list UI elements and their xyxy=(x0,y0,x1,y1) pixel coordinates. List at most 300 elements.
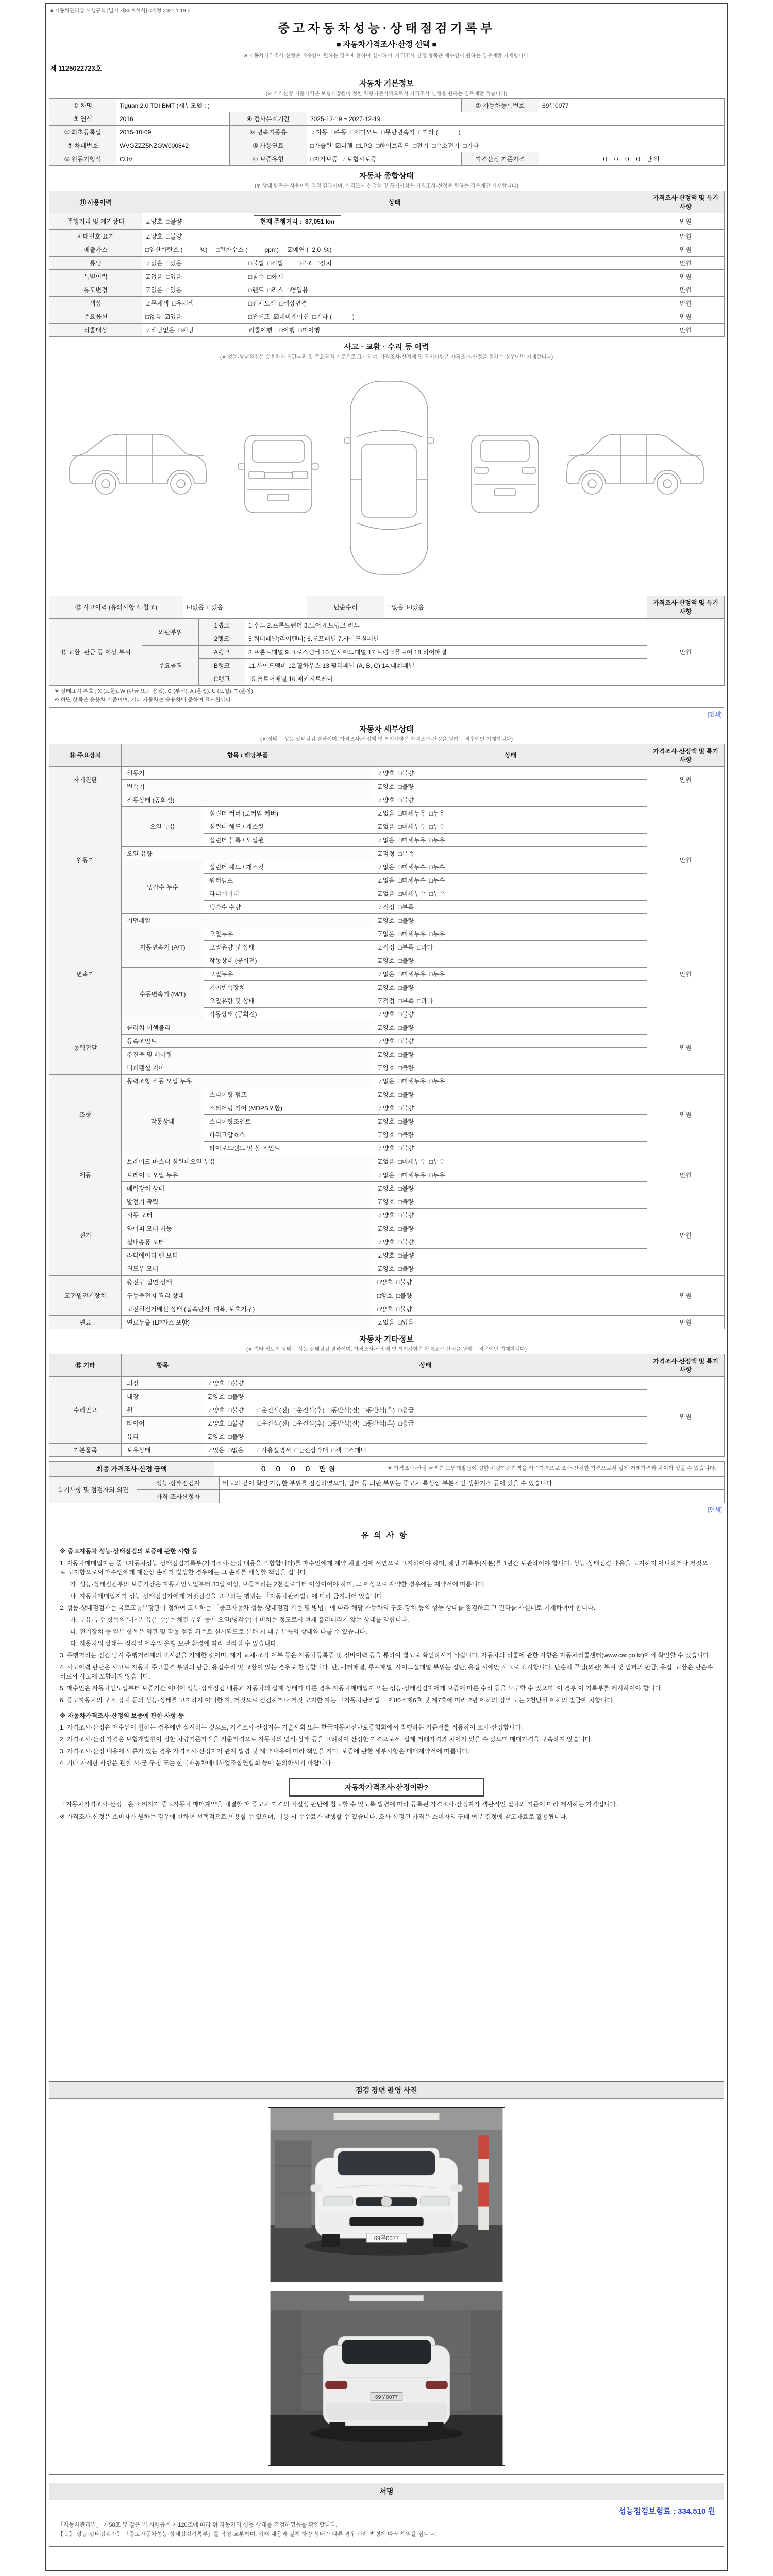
cell-chk: □전체도색 □색상변경 xyxy=(245,297,647,310)
cell-price: 만원 xyxy=(647,1275,725,1315)
cell-chk: □양호 □불량 xyxy=(374,1289,647,1302)
cell-item: 외장 xyxy=(122,1376,204,1389)
cell-chk xyxy=(245,230,647,243)
cell-chk: ☑없음 □미세누유 □누유 xyxy=(374,1168,647,1181)
cell-chk: ☑자동 □수동 □세미오토 □무단변속기 □기타 ( ) xyxy=(307,126,725,139)
cell-chk: □양호 □불량 xyxy=(374,1302,647,1315)
cell-val xyxy=(220,1489,725,1503)
detail-condition-table xyxy=(49,744,725,1329)
cell-item: 내장 xyxy=(122,1389,204,1403)
cell-lab: ⑫ 사고이력 (유의사항 4. 참조) xyxy=(49,596,183,618)
cell-chk: ☑양호 □불량 xyxy=(374,1208,647,1222)
cell-chk: ☑양호 □불량 xyxy=(374,1114,647,1128)
cell-price: 만원 xyxy=(647,283,725,297)
section-title-comprehensive: 자동차 종합상태 xyxy=(359,172,414,180)
print-link-2[interactable]: [인쇄] xyxy=(708,1506,722,1513)
cell-chk: ☑없음 □있음 xyxy=(183,596,307,618)
cell-lab: ① 차명 xyxy=(49,99,116,112)
cell-chk: ☑양호 □불량 xyxy=(374,1007,647,1021)
cell-item: 보유상태 xyxy=(122,1443,204,1456)
cell-lab: 성능·상태점검자 xyxy=(137,1476,220,1489)
cell-item2: 워터펌프 xyxy=(204,873,374,887)
cell-lab: 배출가스 xyxy=(49,243,142,257)
signature-box-title: 서명 xyxy=(49,2483,724,2500)
cell-chk: □가솔린 ☑디젤 □LPG □하이브리드 □전기 □수소전기 □기타 xyxy=(307,139,725,152)
cell-item: 클러치 어셈블리 xyxy=(122,1021,374,1034)
cell-chk: ☑양호 □불량 xyxy=(374,1181,647,1195)
cell-chk: ☑양호 □불량 xyxy=(374,1235,647,1248)
cell-chk: ☑양호 □불량 □운전석(전) □운전석(후) □동반석(전) □동반석(후) □응급 xyxy=(204,1416,647,1430)
cell-chk: ☑없음 □미세누유 □누유 xyxy=(374,806,647,820)
cell-group: 원동기 xyxy=(49,793,122,927)
cell-chk: ☑양호 □불량 xyxy=(374,1061,647,1074)
cell-chk: ☑양호 □불량 xyxy=(374,779,647,793)
final-price-table-mount xyxy=(49,1461,724,1476)
cell-lab: ⑦ 차대번호 xyxy=(49,139,116,152)
cell-lab: 주요옵션 xyxy=(49,310,142,324)
basic-info-table-mount xyxy=(49,98,724,166)
cell-item2: 오일유량 및 상태 xyxy=(204,994,374,1007)
text-line: 가. 누유·누수 항목의 '미세누유(누수)'는 체결 부위 등에 오일(냉각수)이 비치는 정도로서 현재 흘러내리지 않는 상태를 말합니다. xyxy=(70,1616,409,1623)
cell-lab: 1랭크 xyxy=(199,619,245,632)
cell-hdr: ⑭ 주요장치 xyxy=(49,744,122,766)
cell-val: Tiguan 2.0 TDI BMT (세부모델 : ) xyxy=(116,99,462,112)
cell-lab: ② 자동차등록번호 xyxy=(462,99,539,112)
cell-chk: ☑적정 □부족 □과다 xyxy=(374,940,647,954)
text-line: 1. 자동차매매업자는 중고자동차성능·상태점검기록부(가격조사·산정 내용을 포함합니다)를 매수인에게 계약 체결 전에 서면으로 고지하여야 하며, 해당 기록부(사본)를 1년간 보관하여야 합니다. 성능·상태점검 내용을 고지하지 아니하거나 거짓으로 고지함으로써 매수인에게 재산상 손해가 발생한 경우에는 그 손해를 배상할 책임을 집니다. xyxy=(60,1559,708,1576)
text-line: ※ 상태표시 부호 : X (교환), W (판금 또는 용접), C (부식), A (흠집), U (요철), T (손상) xyxy=(55,688,253,694)
cell-hdr: 상태 xyxy=(142,191,647,213)
cell-price: 만원 xyxy=(647,1315,725,1329)
price-info-paragraphs xyxy=(60,1800,713,1821)
cell-item2: 실린더 헤드 / 개스킷 xyxy=(204,820,374,833)
cell-chk: ☑양호 □불량 xyxy=(204,1389,647,1403)
section-title-other: 자동차 기타정보 xyxy=(359,1334,414,1344)
cell-hdr: 항목 / 해당부품 xyxy=(122,744,374,766)
subtitle-note: ※ 자동차가격조사·산정은 매수인이 원하는 경우에 한하여 실시하며, 가격조사·산정 항목은 매수인이 원하는 경우에만 기재합니다. xyxy=(243,53,530,59)
section-note-comprehensive: (※ 상태 항목은 사용이력 점검 결과이며, 가격조사·산정액 및 특기사항은 가격조사·산정을 원하는 경우에만 기재합니다) xyxy=(255,183,518,189)
signature-box xyxy=(49,2483,724,2547)
cell-val: 2016 xyxy=(116,112,230,126)
cell-lab: ⑧ 사용연료 xyxy=(230,139,307,152)
cell-chk: ☑양호 □불량 xyxy=(374,1222,647,1235)
cell-item: 충전구 절연 상태 xyxy=(122,1275,374,1289)
cell-chk: □렌트 □리스 □영업용 xyxy=(245,283,647,297)
cell-val: WVGZZZ5NZGW000842 xyxy=(116,139,230,152)
cell-item: 윈도우 모터 xyxy=(122,1262,374,1275)
cell-item: 디퍼렌셜 기어 xyxy=(122,1061,374,1074)
cell-hdr: 가격조사·산정액 및 특기사항 xyxy=(647,596,725,618)
cell-chk: ☑양호 □불량 xyxy=(204,1430,647,1443)
cell-price: 만원 xyxy=(647,230,725,243)
cell-lab: A랭크 xyxy=(199,646,245,659)
detail-condition-table-mount xyxy=(49,744,724,1329)
car-front-view xyxy=(238,435,318,513)
cell-price: 만원 xyxy=(647,324,725,337)
section-note-detail: (※ 상태는 성능·상태점검 결과이며, 가격조사·산정액 및 특기사항은 가격조사·산정을 원하는 경우에만 기재합니다) xyxy=(260,736,513,742)
comprehensive-table-mount xyxy=(49,191,724,337)
text-line: 4. 기타 자세한 사항은 관할 시·군·구청 또는 한국자동차매매사업조합연합회 등에 문의하시기 바랍니다. xyxy=(60,1759,333,1767)
other-info-table xyxy=(49,1354,725,1457)
law-reference: ■ 자동차관리법 시행규칙 [별지 제82호서식] <개정 2021.1.19.> xyxy=(50,8,191,14)
cell-item: 동력조향 작동 오일 누유 xyxy=(122,1074,374,1088)
text-line: ※ 중고자동차 성능·상태점검의 보증에 관한 사항 등 xyxy=(60,1547,198,1555)
cell-chk: ☑양호 □불량 xyxy=(374,954,647,967)
signature-lines xyxy=(58,2520,715,2539)
cell-hdr: 가격조사·산정액 및 특기사항 xyxy=(647,744,725,766)
cell-chk: □양호 □불량 xyxy=(374,1275,647,1289)
cell-lab: 특별이력 xyxy=(49,270,142,283)
exchange-repair-table-mount xyxy=(49,618,724,686)
inspection-photo-front xyxy=(268,2107,505,2282)
cell-item2: 실린더 커버 (로커암 커버) xyxy=(204,806,374,820)
cell-chk: ☑있음 □없음 □사용설명서 □안전삼각대 □잭 □스패너 xyxy=(204,1443,647,1456)
cell-chk: ☑무채색 □유채색 xyxy=(142,297,245,310)
inspection-photo-rear xyxy=(268,2291,505,2466)
cell-lab: B랭크 xyxy=(199,659,245,672)
cell-chk: ☑양호 □불량 xyxy=(374,913,647,927)
cell-sub: 냉각수 누수 xyxy=(122,860,204,913)
odometer-badge: 현재 주행거리 : 87,051 km xyxy=(254,215,341,227)
signature-body xyxy=(49,2500,724,2546)
section-note-other: (※ 기타 정보의 상태는 성능·상태점검 결과이며, 가격조사·산정액 및 특기사항은 가격조사·산정을 원하는 경우에만 기재합니다) xyxy=(246,1346,527,1352)
cell-val: 8.프론트패널 9.크로스멤버 10.인사이드패널 17.트렁크플로어 18.리어패널 xyxy=(245,646,647,659)
cell-group: 고전원전기장치 xyxy=(49,1275,122,1315)
cell-item: 등속조인트 xyxy=(122,1034,374,1047)
cell-chk: ☑양호 □불량 xyxy=(374,1195,647,1208)
cell-item: 고전원전기배선 상태 (접속단자, 피복, 보호기구) xyxy=(122,1302,374,1315)
section-title-accident: 사고 · 교환 · 수리 등 이력 xyxy=(344,343,429,351)
cell-chk: □침수 □화재 xyxy=(245,270,647,283)
car-side-right-view xyxy=(566,434,703,494)
cell-sub: 수동변속기 (M/T) xyxy=(122,967,204,1021)
cell-chk: ☑양호 □불량 xyxy=(374,1262,647,1275)
rear-plate-text: 69무0077 xyxy=(375,2394,398,2400)
cell-item2: 오일유량 및 상태 xyxy=(204,940,374,954)
car-damage-diagram-box xyxy=(49,362,724,596)
text-line: 【１】 성능·상태점검자는 「중고자동차성능·상태점검기록부」를 작성·교부하며, 기재 내용과 실제 차량 상태가 다른 경우 관계 법령에 따라 책임을 집니다. xyxy=(58,2531,436,2537)
cell-chk: ☑해당없음 □해당 xyxy=(142,324,245,337)
cell-chk: ☑양호 □불량 xyxy=(374,1101,647,1114)
basic-info-table xyxy=(49,98,725,166)
text-line: 6. 중고자동차의 구조·장치 등의 성능·상태를 고지하지 아니한 자, 거짓으로 점검하거나 거짓 고지한 자는 「자동차관리법」 제80조제6호 및 제7호에 따라 2년 이하의 징역 또는 2천만원 이하의 벌금에 처합니다. xyxy=(60,1696,615,1704)
cell-price: 만원 xyxy=(647,619,725,686)
cell-lab: ⑨ 원동기형식 xyxy=(49,152,116,166)
cell-chk: ☑양호 □불량 xyxy=(374,1034,647,1047)
cell-lab: ⑩ 보증유형 xyxy=(230,152,307,166)
cell-price: 만원 xyxy=(647,793,725,927)
text-line: 5. 매수인은 자동차인도일부터 보증기간 이내에 성능·상태점검 내용과 자동차의 실제 상태가 다른 경우 자동차매매업자 또는 성능·상태점검자에게 보증에 따른 수리 등을 요구할 수 있으며, 이 경우 이 기록부를 제시하여야 합니다. xyxy=(60,1684,663,1692)
text-line: 4. 사고이력 판단은 사고로 자동차 주요골격 부위의 판금, 용접수리 및 교환이 있는 경우로 한정합니다. 단, 쿼터패널, 루프패널, 사이드실패널 부위는 절단, 용접 시에만 사고로 표시합니다. 단순히 꾸밈(외판) 부위 및 범퍼의 판금, 용접, 교환은 단순수리로서 사고에 포함되지 않습니다. xyxy=(60,1663,713,1680)
car-rear-view xyxy=(472,435,539,513)
cell-chk xyxy=(245,213,647,230)
cell-chk: ☑없음 □있음 xyxy=(374,1315,647,1329)
cell-chk: ☑적정 □부족 xyxy=(374,900,647,913)
photo-list xyxy=(49,2099,724,2474)
cell-lab: 가격산정 기준가격 xyxy=(462,152,539,166)
cell-price: 만원 xyxy=(647,927,725,1021)
cell-item2: 스티어링 펌프 xyxy=(204,1088,374,1101)
cell-chk: □썬루프 ☑네비게이션 □기타 ( ) xyxy=(245,310,647,324)
cell-chk: ☑적정 □부족 □과다 xyxy=(374,994,647,1007)
cell-chk: ☑없음 □미세누유 □누유 xyxy=(374,1155,647,1168)
cell-item2: 실린더 블록 / 오일팬 xyxy=(204,833,374,846)
cell-lab: C랭크 xyxy=(199,672,245,686)
cell-item2: 작동상태 (공회전) xyxy=(204,1007,374,1021)
cell-group: 조향 xyxy=(49,1074,122,1155)
cell-lab: ⑤ 최초등록일 xyxy=(49,126,116,139)
cell-item2: 작동상태 (공회전) xyxy=(204,954,374,967)
cell-chk: □일산화탄소 ( %) □탄화수소 ( ppm) ☑매연 ( 2.0 %) xyxy=(142,243,647,257)
cell-group: 자기진단 xyxy=(49,766,122,793)
text-line: 다. 자동차의 상태는 점검일 이후의 운행·보관 환경에 따라 달라질 수 있습니다. xyxy=(70,1639,278,1647)
cell-chk: □없음 ☑있음 xyxy=(142,310,245,324)
cell-item: 구동축전지 격리 상태 xyxy=(122,1289,374,1302)
cell-val: 69무0077 xyxy=(539,99,725,112)
cell-price: 만원 xyxy=(647,766,725,793)
other-info-table-mount xyxy=(49,1354,724,1457)
cell-hdr: ⑮ 기타 xyxy=(49,1354,122,1376)
cell-group: 기본품목 xyxy=(49,1443,122,1456)
cell-item2: 실린더 헤드 / 개스킷 xyxy=(204,860,374,873)
cell-item2: 타이로드엔드 및 볼 조인트 xyxy=(204,1141,374,1155)
cell-group: 전기 xyxy=(49,1195,122,1275)
cell-price: 만원 xyxy=(647,1195,725,1275)
cell-final-label: 최종 가격조사·산정 금액 xyxy=(49,1461,214,1476)
cell-item: 실내송풍 모터 xyxy=(122,1235,374,1248)
cell-item: 연료누출 (LP가스 포함) xyxy=(122,1315,374,1329)
cell-chk: ☑양호 □불량 □운전석(전) □운전석(후) □동반석(전) □동반석(후) □응급 xyxy=(204,1403,647,1416)
cell-item: 브레이크 마스터 실린더오일 누유 xyxy=(122,1155,374,1168)
cell-chk: ☑양호 □불량 xyxy=(374,793,647,806)
cell-lab: 색상 xyxy=(49,297,142,310)
cell-chk: ☑없음 □미세누수 □누수 xyxy=(374,873,647,887)
cell-chk: ☑없음 □있음 xyxy=(142,270,245,283)
cell-chk: ☑없음 □미세누유 □누유 xyxy=(374,1074,647,1088)
inspection-insurance-fee: 성능점검보험료 : 334,510 원 xyxy=(618,2506,715,2516)
cell-val: 1.후드 2.프론트펜더 3.도어 4.트렁크 리드 xyxy=(245,619,647,632)
cell-hdr: 상태 xyxy=(204,1354,647,1376)
text-line: 2. 가격조사·산정 가격은 보험개발원이 정한 차량기준가액을 기준가격으로 자동차의 연식·상태 등을 고려하여 산정한 가격으로서, 실제 거래가격과 차이가 있을 수 있으며 매매가격을 구속하지 않습니다. xyxy=(60,1735,593,1743)
cell-chk: ☑양호 □불량 xyxy=(142,230,245,243)
cell-lab: 주요골격 xyxy=(142,646,199,686)
print-link[interactable]: [인쇄] xyxy=(708,711,722,718)
cell-chk: ☑양호 □불량 xyxy=(374,1088,647,1101)
cell-item: 원동기 xyxy=(122,766,374,779)
cell-item: 라디에이터 팬 모터 xyxy=(122,1248,374,1262)
cell-item2: 오일누유 xyxy=(204,967,374,980)
cell-lab: 차대번호 표기 xyxy=(49,230,142,243)
cell-price: 만원 xyxy=(647,1376,725,1456)
cell-hdr: ⑪ 사용이력 xyxy=(49,191,142,213)
cell-hdr: 항목 xyxy=(122,1354,204,1376)
cell-item: 추진축 및 베어링 xyxy=(122,1047,374,1061)
notice-items xyxy=(60,1547,713,1768)
cell-chk: ☑없음 □미세누수 □누수 xyxy=(374,887,647,900)
cell-item2: 기어변속장치 xyxy=(204,980,374,994)
cell-lab: ⑬ 교환, 판금 등 이상 부위 xyxy=(49,619,142,686)
text-line: ※ 가격조사·산정은 소비자가 원하는 경우에 한하여 선택적으로 이용할 수 있으며, 이용 시 수수료가 발생할 수 있습니다. 조사·산정된 가격은 소비자의 구매 여부 결정에 참고자료로 활용됩니다. xyxy=(60,1812,568,1820)
cell-lab: ④ 검사유효기간 xyxy=(230,112,307,126)
state-code-legend xyxy=(49,686,724,708)
cell-group: 변속기 xyxy=(49,927,122,1021)
cell-sub: 자동변속기 (A/T) xyxy=(122,927,204,967)
text-line: 나. 전기장치 등 일부 항목은 외관 및 작동 점검 위주로 실시되므로 분해 시 내부 부품의 상태와 다를 수 있습니다. xyxy=(70,1628,367,1635)
cell-chk: ☑양호 □불량 xyxy=(374,1141,647,1155)
cell-item: 유리 xyxy=(122,1430,204,1443)
cell-price: 만원 xyxy=(647,270,725,283)
cell-lab: 단순수리 xyxy=(307,596,384,618)
cell-chk: ☑없음 □미세누유 □누유 xyxy=(374,927,647,940)
comprehensive-table xyxy=(49,191,725,337)
section-title-basic: 자동차 기본정보 xyxy=(359,79,414,88)
cell-small-note: ※ 가격조사·산정 금액은 보험개발원이 정한 차량기준가액을 기준가격으로 조사·산정한 가격으로서 실제 거래가격과 차이가 있을 수 있습니다. xyxy=(384,1461,725,1476)
document-subtitle: ■ 자동차가격조사·산정 선택 ■ xyxy=(336,40,437,49)
photo-box xyxy=(49,2081,724,2475)
section-title-detail: 자동차 세부상태 xyxy=(359,724,414,734)
cell-price-val: ０ ０ ０ ０ 만원 xyxy=(539,152,725,166)
cell-lab: 가격·조사산정자 xyxy=(137,1489,220,1503)
cell-lab: 2랭크 xyxy=(199,632,245,646)
cell-chk: ☑없음 □미세누수 □누수 xyxy=(374,860,647,873)
cell-item: 브레이크 오일 누유 xyxy=(122,1168,374,1181)
cell-chk: 리콜이행 : □이행 □미이행 xyxy=(245,324,647,337)
text-line: 3. 주행거리는 점검 당시 주행거리계의 표시값을 기재한 것이며, 계기 교체·조작 여부 등은 자동차등록증 및 정비이력 등을 통하여 별도로 확인하시기 바랍니다. 자동차의 리콜에 관한 사항은 자동차리콜센터(www.car.go.kr)에서 확인할 수 있습니다. xyxy=(60,1651,711,1659)
cell-price: 만원 xyxy=(647,257,725,270)
cell-val: 비고와 같이 확인 가능한 부위를 점검하였으며, 범퍼 등 외판 부위는 중고차 특성상 부분적인 생활기스 등이 있을 수 있습니다. xyxy=(220,1476,725,1489)
cell-val: 5.쿼터패널(리어펜더) 6.루프패널 7.사이드실패널 xyxy=(245,632,647,646)
cell-chk: ☑없음 □미세누유 □누유 xyxy=(374,820,647,833)
text-line: 3. 가격조사·산정 내용에 오류가 있는 경우 가격조사·산정자가 관계 법령 및 계약 내용에 따라 책임을 지며, 보증에 관한 세부사항은 매매계약서에 따릅니다. xyxy=(60,1747,470,1755)
cell-chk: □없음 ☑있음 xyxy=(384,596,647,618)
cell-chk: ☑양호 □불량 xyxy=(374,1128,647,1141)
special-notes-table xyxy=(49,1476,725,1503)
cell-val: 11.사이드멤버 12.휠하우스 13.필러패널 (A, B, C) 14.대쉬패널 xyxy=(245,659,647,672)
accident-history-table xyxy=(49,596,725,618)
cell-lab: 용도변경 xyxy=(49,283,142,297)
cell-price: 만원 xyxy=(647,243,725,257)
cell-price: 만원 xyxy=(647,1074,725,1155)
cell-sub: 작동상태 xyxy=(122,1088,204,1155)
text-line: 1. 가격조사·산정은 매수인이 원하는 경우에만 실시하는 것으로, 가격조사·산정자는 기술사회 또는 한국자동차진단보증협회에서 발행하는 기준서를 적용하여 조사·산정합니다. xyxy=(60,1723,523,1731)
cell-item: 작동상태 (공회전) xyxy=(122,793,374,806)
cell-chk: ☑없음 □미세누유 □누유 xyxy=(374,833,647,846)
text-line: ※ 자동차가격조사·산정의 보증에 관한 사항 등 xyxy=(60,1711,184,1719)
cell-final-price: ０ ０ ０ ０ 만원 xyxy=(214,1461,384,1476)
cell-chk: ☑양호 □불량 xyxy=(374,1248,647,1262)
cell-lab: 주행거리 및 계기상태 xyxy=(49,213,142,230)
cell-lab: 튜닝 xyxy=(49,257,142,270)
cell-chk: □불법 □적법 □구조 □장치 xyxy=(245,257,647,270)
notice-title: 유의사항 xyxy=(361,1531,412,1540)
cell-chk: ☑양호 □불량 xyxy=(374,1047,647,1061)
cell-item: 휠 xyxy=(122,1403,204,1416)
car-diagram xyxy=(54,368,719,590)
cell-item: 커먼레일 xyxy=(122,913,374,927)
cell-item2: 스티어링 기어 (MDPS포함) xyxy=(204,1101,374,1114)
accident-history-table-mount xyxy=(49,596,724,618)
cell-chk: ☑적정 □부족 xyxy=(374,846,647,860)
cell-group: 수리필요 xyxy=(49,1376,122,1443)
document-frame xyxy=(45,3,728,2571)
cell-chk: □자가보증 ☑보험사보증 xyxy=(307,152,462,166)
cell-item2: 라디에이터 xyxy=(204,887,374,900)
cell-val: 15.플로어패널 16.패키지트레이 xyxy=(245,672,647,686)
exchange-repair-table xyxy=(49,618,725,686)
cell-val: CUV xyxy=(116,152,230,166)
text-line: ※ 하단 항목은 승용차 기준이며, 기타 자동차는 승용차에 준하여 표시합니다. xyxy=(55,696,233,703)
cell-sub: 오일 누유 xyxy=(122,806,204,846)
cell-lab: ③ 연식 xyxy=(49,112,116,126)
text-line: 나. 자동차매매업자가 성능·상태점검자에게 거짓점검을 요구하는 행위는 「자동차관리법」에 따라 금지되어 있습니다. xyxy=(70,1592,384,1600)
cell-item2: 스티어링조인트 xyxy=(204,1114,374,1128)
cell-lab: 외판부위 xyxy=(142,619,199,646)
section-note-basic: (※ 가격산정 기준가격은 보험개발원이 정한 차량기준가액으로서 가격조사·산정을 원하는 경우에만 적습니다) xyxy=(265,91,508,97)
cell-val: 2015-10-09 xyxy=(116,126,230,139)
cell-price: 만원 xyxy=(647,1155,725,1195)
cell-group: 연료 xyxy=(49,1315,122,1329)
cell-chk: ☑양호 □불량 xyxy=(374,766,647,779)
text-line: 가. 성능·상태점검부의 보증기간은 자동차인도일부터 30일 이상, 보증거리는 2천킬로미터 이상이어야 하며, 그 이상으로 계약한 경우에는 계약서에 따릅니다. xyxy=(70,1580,486,1588)
cell-item: 발전기 출력 xyxy=(122,1195,374,1208)
photo-box-title: 점검 장면 촬영 사진 xyxy=(49,2082,724,2099)
text-line: 「자동차관리법」 제58조 및 같은 법 시행규칙 제120조에 따라 위 자동차의 성능·상태를 점검하였음을 확인합니다. xyxy=(58,2521,338,2528)
cell-chk: ☑양호 □불량 xyxy=(204,1376,647,1389)
cell-hdr: 상태 xyxy=(374,744,647,766)
front-plate-text: 69무0077 xyxy=(374,2235,399,2242)
final-price-table xyxy=(49,1461,725,1476)
cell-price: 만원 xyxy=(647,310,725,324)
car-top-view xyxy=(344,381,434,574)
cell-val: 2025-12-19 ~ 2027-12-19 xyxy=(307,112,725,126)
special-notes-table-mount xyxy=(49,1476,724,1503)
cell-chk: ☑양호 □불량 xyxy=(142,213,245,230)
cell-price: 만원 xyxy=(647,1021,725,1074)
section-note-accident: (※ 성능·상태점검은 승용차의 외판부위 및 주요골격 기준으로 표시하며, 가격조사·산정액 및 특기사항은 가격조사·산정을 원하는 경우에만 기재합니다) xyxy=(220,354,553,360)
notice-box xyxy=(49,1522,724,2073)
cell-hdr: 가격조사·산정액 및 특기사항 xyxy=(647,191,725,213)
text-line: 2. 성능·상태점검자는 국토교통부장관이 정하여 고시하는 「중고자동차 성능·상태점검 기준 및 방법」에 따라 해당 자동차의 구조·장치 등의 성능·상태를 점검하고 그 결과를 사실대로 기재하여야 합니다. xyxy=(60,1604,596,1612)
text-line: 「자동차가격조사·산정」은 소비자가 중고자동차 매매계약을 체결할 때 중고차 가격의 적절성 판단에 참고할 수 있도록 법령에 따라 등록된 가격조사·산정자가 객관적인 절차와 기준에 따라 제시하는 가격입니다. xyxy=(60,1800,618,1808)
cell-item2: 냉각수 수량 xyxy=(204,900,374,913)
price-info-title: 자동차가격조사·산정이란? xyxy=(289,1778,484,1797)
cell-item: 타이어 xyxy=(122,1416,204,1430)
cell-group: 동력전달 xyxy=(49,1021,122,1074)
cell-item: 오일 유량 xyxy=(122,846,374,860)
document-title: 중고자동차성능·상태점검기록부 xyxy=(277,22,496,36)
cell-group: 제동 xyxy=(49,1155,122,1195)
cell-chk: ☑없음 □미세누유 □누유 xyxy=(374,967,647,980)
cell-price: 만원 xyxy=(647,213,725,230)
cell-item: 배력장치 상태 xyxy=(122,1181,374,1195)
cell-item: 시동 모터 xyxy=(122,1208,374,1222)
cell-chk: ☑양호 □불량 xyxy=(374,980,647,994)
cell-chk: ☑없음 □있음 xyxy=(142,283,245,297)
cell-item: 변속기 xyxy=(122,779,374,793)
cell-item: 와이퍼 모터 기능 xyxy=(122,1222,374,1235)
cell-lab: ⑥ 변속기종류 xyxy=(230,126,307,139)
document-number: 제 1125022723호 xyxy=(50,64,102,72)
cell-item2: 오일누유 xyxy=(204,927,374,940)
cell-price: 만원 xyxy=(647,297,725,310)
cell-item2: 파워고압호스 xyxy=(204,1128,374,1141)
car-side-left-view xyxy=(70,434,207,494)
cell-lab: 리콜대상 xyxy=(49,324,142,337)
cell-lab: 특기사항 및 점검자의 의견 xyxy=(49,1476,137,1503)
cell-hdr: 가격조사·산정액 및 특기사항 xyxy=(647,1354,725,1376)
cell-chk: ☑없음 □있음 xyxy=(142,257,245,270)
cell-chk: ☑양호 □불량 xyxy=(374,1021,647,1034)
